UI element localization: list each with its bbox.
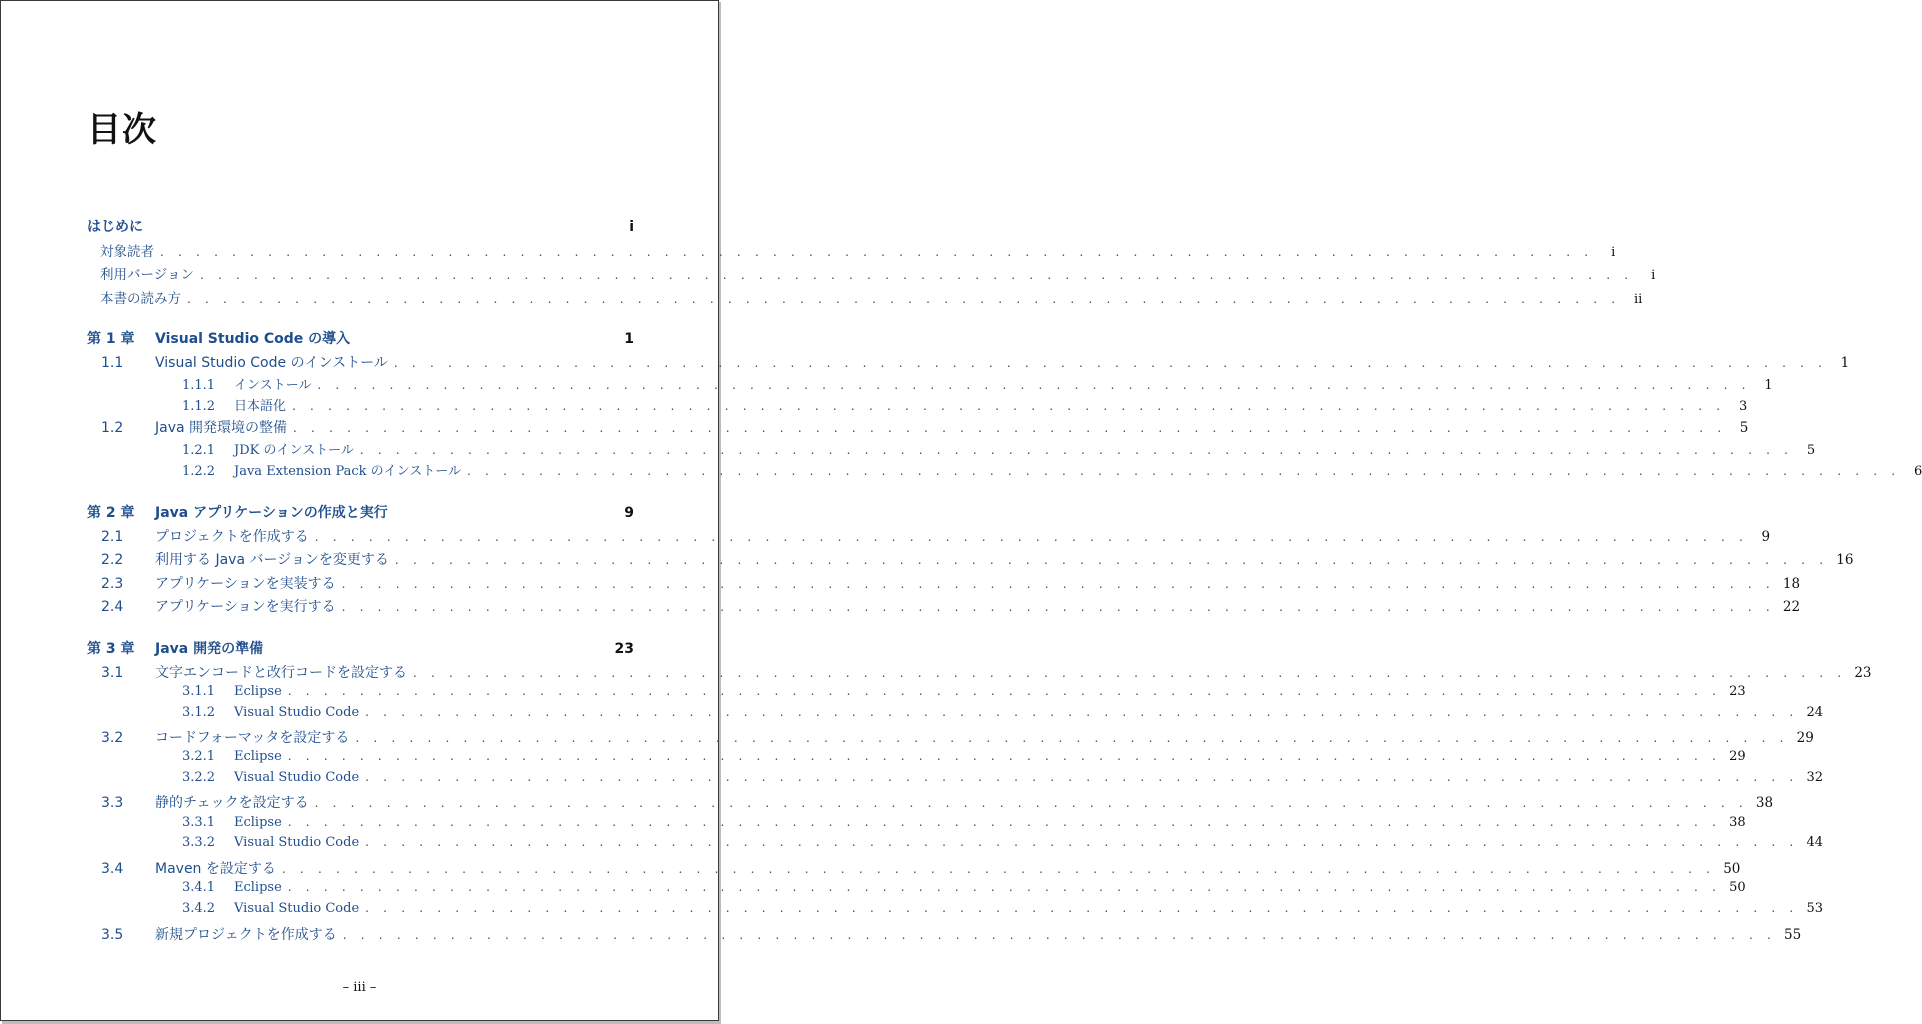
leader-dots: . . . . . . . . . . . . . . . . . . . . . . . . . . . . . . . . . . . . . . . . . . . . . . . . . . . . . . . . . . . . . . . . . . . . . . . . . . . . . . . . xyxy=(293,421,1727,435)
toc-entry-page: 18 xyxy=(1782,576,1801,592)
toc-entry-number: 1.2.2 xyxy=(182,464,216,479)
toc-entry-front[interactable] xyxy=(87,216,634,236)
toc-entry-page: 9 xyxy=(624,505,634,521)
toc-entry-title: インストール xyxy=(234,378,312,393)
toc-entry-title: はじめに xyxy=(87,219,143,235)
toc-entry-number: 第 1 章 xyxy=(87,331,135,347)
leader-dots: . . . . . . . . . . . . . . . . . . . . . . . . . . . . . . . . . . . . . . . . . . . . . . . . . . . . . . . . . . . . . . . . . . . . . . . . . . . . . . . . xyxy=(287,815,1722,829)
toc-entry-page: 5 xyxy=(1806,443,1816,458)
toc-entry-sub[interactable] xyxy=(182,770,1823,785)
toc-entry-title: 新規プロジェクトを作成する xyxy=(155,927,337,943)
toc-entry-sub[interactable] xyxy=(182,374,1773,393)
leader-dots: . . . . . . . . . . . . . . . . . . . . . . . . . . . . . . . . . . . . . . . . . . . . . . . . . . . . . . . . . . . . . . . . . . . . . . . . . . . . . . . . xyxy=(187,292,1621,306)
toc-entry-page: 23 xyxy=(1854,665,1872,681)
leader-dots: . . . . . . . . . . . . . . . . . . . . . . . . . . . . . . . . . . . . . . . . . . . . . . . . . . . . . . . . . . . . . . . . . . . . . . . . . . . . . . . . xyxy=(342,928,1777,942)
toc-entry-title: 対象読者 xyxy=(100,244,154,260)
toc-entry-title: Java Extension Pack のインストール xyxy=(234,464,462,479)
toc-entry-page: 9 xyxy=(1761,529,1771,545)
toc-entry-page: 3 xyxy=(1739,399,1748,414)
toc-entry-page: ii xyxy=(1633,292,1643,307)
toc-entry-page: 23 xyxy=(1729,684,1746,699)
toc-entry-page: 38 xyxy=(1755,795,1774,811)
leader-dots: . . . . . . . . . . . . . . . . . . . . . . . . . . . . . . . . . . . . . . . . . . . . . . . . . . . . . . . . . . . . . . . . . . . . . . . . . . . . . . . . xyxy=(365,770,1799,784)
leader-dots: . . . . . . . . . . . . . . . . . . . . . . . . . . . . . . . . . . . . . . . . . . . . . . . . . . . . . . . . . . . . . . . . . . . . . . . . . . . . . . . . xyxy=(314,530,1749,544)
toc-entry-sub[interactable] xyxy=(182,880,1746,895)
toc-entry-page: 5 xyxy=(1739,420,1749,436)
toc-entry-title: Eclipse xyxy=(234,815,282,830)
toc-entry-number: 3.3.1 xyxy=(182,815,216,830)
toc-entry-title: JDK のインストール xyxy=(234,443,354,458)
toc-entry-number: 3.4.1 xyxy=(182,880,216,895)
toc-entry-number: 3.4 xyxy=(101,861,124,877)
leader-dots: . . . . . . . . . . . . . . . . . . . . . . . . . . . . . . . . . . . . . . . . . . . . . . . . . . . . . . . . . . . . . . . . . . . . . . . . . . . . . . . . xyxy=(287,880,1722,894)
toc-entry-page: 44 xyxy=(1806,835,1823,850)
toc-entry-number: 3.4.2 xyxy=(182,901,216,916)
toc-entry-title: Visual Studio Code の導入 xyxy=(155,331,351,347)
leader-dots: . . . . . . . . . . . . . . . . . . . . . . . . . . . . . . . . . . . . . . . . . . . . . . . . . . . . . . . . . . . . . . . . . . . . . . . . . . . . . . . . xyxy=(413,666,1847,680)
toc-entry-title: コードフォーマッタを設定する xyxy=(155,730,350,746)
toc-entry-title: 利用する Java バージョンを変更する xyxy=(155,552,389,568)
leader-dots: . . . . . . . . . . . . . . . . . . . . . . . . . . . . . . . . . . . . . . . . . . . . . . . . . . . . . . . . . . . . . . . . . . . . . . . . . . . . . . . . xyxy=(365,705,1799,719)
leader-dots: . . . . . . . . . . . . . . . . . . . . . . . . . . . . . . . . . . . . . . . . . . . . . . . . . . . . . . . . . . . . . . . . . . . . . . . . . . . . . . . . xyxy=(199,268,1634,282)
toc-entry-title: 本書の読み方 xyxy=(100,291,181,307)
toc-entry-page: 6 xyxy=(1914,464,1922,479)
toc-entry-number: 3.5 xyxy=(101,927,124,943)
toc-entry-page: 50 xyxy=(1723,861,1741,877)
toc-entry-sec[interactable] xyxy=(87,526,1771,546)
leader-dots: . . . . . . . . . . . . . . . . . . . . . . . . . . . . . . . . . . . . . . . . . . . . . . . . . . . . . . . . . . . . . . . . . . . . . . . . . . . . . . . . xyxy=(287,684,1722,698)
toc-entry-page: 32 xyxy=(1806,770,1823,785)
toc-entry-number: 3.2.2 xyxy=(182,770,216,785)
toc-entry-number: 3.3 xyxy=(101,795,124,811)
toc-entry-title: Visual Studio Code xyxy=(234,705,360,720)
toc-entry-title: アプリケーションを実行する xyxy=(155,599,336,615)
leader-dots: . . . . . . . . . . . . . . . . . . . . . . . . . . . . . . . . . . . . . . . . . . . . . . . . . . . . . . . . . . . . . . . . . . . . . . . . . . . . . . . . xyxy=(292,399,1726,413)
toc-entry-sec[interactable] xyxy=(87,924,1802,944)
toc-entry-page: 1 xyxy=(624,331,634,347)
toc-entry-page: 1 xyxy=(1764,378,1773,393)
toc-entry-number: 1.1.2 xyxy=(182,399,216,414)
toc-entry-number: 3.1.2 xyxy=(182,705,216,720)
toc-entry-title: Visual Studio Code xyxy=(234,770,360,785)
toc-entry-page: 50 xyxy=(1729,880,1746,895)
toc-entry-title: Eclipse xyxy=(234,880,282,895)
toc-entry-fi[interactable] xyxy=(100,287,1643,307)
leader-dots: . . . . . . . . . . . . . . . . . . . . . . . . . . . . . . . . . . . . . . . . . . . . . . . . . . . . . . . . . . . . . . . . . . . . . . . . . . . . . . . . xyxy=(317,378,1751,392)
toc-entry-sec[interactable] xyxy=(87,792,1774,812)
toc-entry-title: Java 開発環境の整備 xyxy=(155,420,288,436)
toc-entry-ch[interactable] xyxy=(87,502,634,522)
toc-entry-sub[interactable] xyxy=(182,705,1823,720)
toc-entry-title: Visual Studio Code xyxy=(234,835,360,850)
toc-entry-sec[interactable] xyxy=(87,596,1801,616)
toc-entry-page: i xyxy=(1611,245,1616,260)
toc-entry-title: アプリケーションを実装する xyxy=(155,576,336,592)
leader-dots: . . . . . . . . . . . . . . . . . . . . . . . . . . . . . . . . . . . . . . . . . . . . . . . . . . . . . . . . . . . . . . . . . . . . . . . . . . . . . . . . xyxy=(394,553,1829,567)
leader-dots: . . . . . . . . . . . . . . . . . . . . . . . . . . . . . . . . . . . . . . . . . . . . . . . . . . . . . . . . . . . . . . . . . . . . . . . . . . . . . . . . xyxy=(314,796,1748,810)
toc-entry-sub[interactable] xyxy=(182,749,1746,764)
leader-dots: . . . . . . . . . . . . . . . . . . . . . . . . . . . . . . . . . . . . . . . . . . . . . . . . . . . . . . . . . . . . . . . . . . . . . . . . . . . . . . . . xyxy=(365,835,1799,849)
toc-entry-sec[interactable] xyxy=(87,858,1741,878)
toc-entry-title: 静的チェックを設定する xyxy=(155,795,309,811)
leader-dots: . . . . . . . . . . . . . . . . . . . . . . . . . . . . . . . . . . . . . . . . . . . . . . . . . . . . . . . . . . . . . . . . . . . . . . . . . . . . . . . . xyxy=(341,600,1775,614)
toc-entry-number: 3.2.1 xyxy=(182,749,216,764)
toc-entry-page: 29 xyxy=(1729,749,1746,764)
leader-dots: . . . . . . . . . . . . . . . . . . . . . . . . . . . . . . . . . . . . . . . . . . . . . . . . . . . . . . . . . . . . . . . . . . . . . . . . . . . . . . . . xyxy=(365,901,1799,915)
toc-entry-number: 1.2.1 xyxy=(182,443,216,458)
toc-entry-sub[interactable] xyxy=(182,439,1816,458)
toc-entry-fi[interactable] xyxy=(100,240,1616,260)
toc-entry-title: プロジェクトを作成する xyxy=(155,529,309,545)
toc-entry-number: 第 2 章 xyxy=(87,505,135,521)
toc-entry-fi[interactable] xyxy=(100,263,1656,283)
toc-entry-sub[interactable] xyxy=(182,460,1922,479)
toc-entry-sub[interactable] xyxy=(182,684,1746,699)
leader-dots: . . . . . . . . . . . . . . . . . . . . . . . . . . . . . . . . . . . . . . . . . . . . . . . . . . . . . . . . . . . . . . . . . . . . . . . . . . . . . . . . xyxy=(281,862,1716,876)
toc-entry-sub[interactable] xyxy=(182,395,1748,414)
toc-entry-page: 23 xyxy=(614,641,634,657)
toc-entry-page: 1 xyxy=(1840,355,1850,371)
toc-entry-sub[interactable] xyxy=(182,835,1823,850)
toc-entry-sec[interactable] xyxy=(87,549,1854,569)
toc-entry-page: 38 xyxy=(1729,815,1746,830)
toc-entry-sec[interactable] xyxy=(87,727,1814,747)
toc-entry-page: 53 xyxy=(1806,901,1823,916)
leader-dots: . . . . . . . . . . . . . . . . . . . . . . . . . . . . . . . . . . . . . . . . . . . . . . . . . . . . . . . . . . . . . . . . . . . . . . . . . . . . . . . . xyxy=(467,464,1901,478)
toc-entry-title: Java 開発の準備 xyxy=(155,641,264,657)
toc-entry-sec[interactable] xyxy=(87,573,1801,593)
toc-entry-page: 24 xyxy=(1806,705,1823,720)
toc-entry-page: 16 xyxy=(1836,552,1854,568)
leader-dots: . . . . . . . . . . . . . . . . . . . . . . . . . . . . . . . . . . . . . . . . . . . . . . . . . . . . . . . . . . . . . . . . . . . . . . . . . . . . . . . . xyxy=(393,356,1828,370)
page-title: 目次 xyxy=(87,110,157,150)
leader-dots: . . . . . . . . . . . . . . . . . . . . . . . . . . . . . . . . . . . . . . . . . . . . . . . . . . . . . . . . . . . . . . . . . . . . . . . . . . . . . . . . xyxy=(341,577,1775,591)
toc-entry-number: 3.2 xyxy=(101,730,124,746)
toc-entry-title: Eclipse xyxy=(234,749,282,764)
toc-entry-title: Java アプリケーションの作成と実行 xyxy=(155,505,388,521)
toc-entry-number: 2.1 xyxy=(101,529,124,545)
toc-entry-number: 3.1 xyxy=(101,665,124,681)
toc-entry-page: 55 xyxy=(1784,927,1802,943)
toc-entry-number: 3.1.1 xyxy=(182,684,216,699)
toc-entry-ch[interactable] xyxy=(87,328,634,348)
toc-entry-title: Maven を設定する xyxy=(155,861,276,877)
leader-dots: . . . . . . . . . . . . . . . . . . . . . . . . . . . . . . . . . . . . . . . . . . . . . . . . . . . . . . . . . . . . . . . . . . . . . . . . . . . . . . . . xyxy=(359,443,1794,457)
toc-entry-title: 利用バージョン xyxy=(100,267,194,283)
toc-entry-sec[interactable] xyxy=(87,662,1872,682)
toc-entry-page: 29 xyxy=(1796,730,1814,746)
toc-entry-number: 1.1 xyxy=(101,355,124,371)
page-number-footer: – iii – xyxy=(342,980,377,995)
toc-entry-ch[interactable] xyxy=(87,638,634,658)
toc-entry-sub[interactable] xyxy=(182,901,1823,916)
toc-entry-number: 2.3 xyxy=(101,576,124,592)
toc-entry-title: 日本語化 xyxy=(234,399,287,414)
toc-entry-sub[interactable] xyxy=(182,815,1746,830)
toc-entry-sec[interactable] xyxy=(87,417,1749,437)
toc-entry-number: 1.2 xyxy=(101,420,124,436)
toc-entry-number: 2.2 xyxy=(101,552,124,568)
toc-entry-title: Visual Studio Code xyxy=(234,901,360,916)
toc-entry-number: 2.4 xyxy=(101,599,124,615)
toc-entry-page: i xyxy=(629,219,634,235)
toc-entry-number: 3.3.2 xyxy=(182,835,216,850)
leader-dots: . . . . . . . . . . . . . . . . . . . . . . . . . . . . . . . . . . . . . . . . . . . . . . . . . . . . . . . . . . . . . . . . . . . . . . . . . . . . . . . . xyxy=(355,731,1789,745)
toc-entry-number: 1.1.1 xyxy=(182,378,216,393)
leader-dots: . . . . . . . . . . . . . . . . . . . . . . . . . . . . . . . . . . . . . . . . . . . . . . . . . . . . . . . . . . . . . . . . . . . . . . . . . . . . . . . . xyxy=(287,749,1722,763)
toc-entry-title: Eclipse xyxy=(234,684,282,699)
toc-entry-number: 第 3 章 xyxy=(87,641,135,657)
toc-entry-title: 文字エンコードと改行コードを設定する xyxy=(155,665,407,681)
toc-entry-sec[interactable] xyxy=(87,352,1850,372)
leader-dots: . . . . . . . . . . . . . . . . . . . . . . . . . . . . . . . . . . . . . . . . . . . . . . . . . . . . . . . . . . . . . . . . . . . . . . . . . . . . . . . . xyxy=(160,245,1594,259)
toc-entry-page: 22 xyxy=(1782,599,1801,615)
toc-entry-page: i xyxy=(1651,268,1656,283)
toc-entry-title: Visual Studio Code のインストール xyxy=(155,355,388,371)
